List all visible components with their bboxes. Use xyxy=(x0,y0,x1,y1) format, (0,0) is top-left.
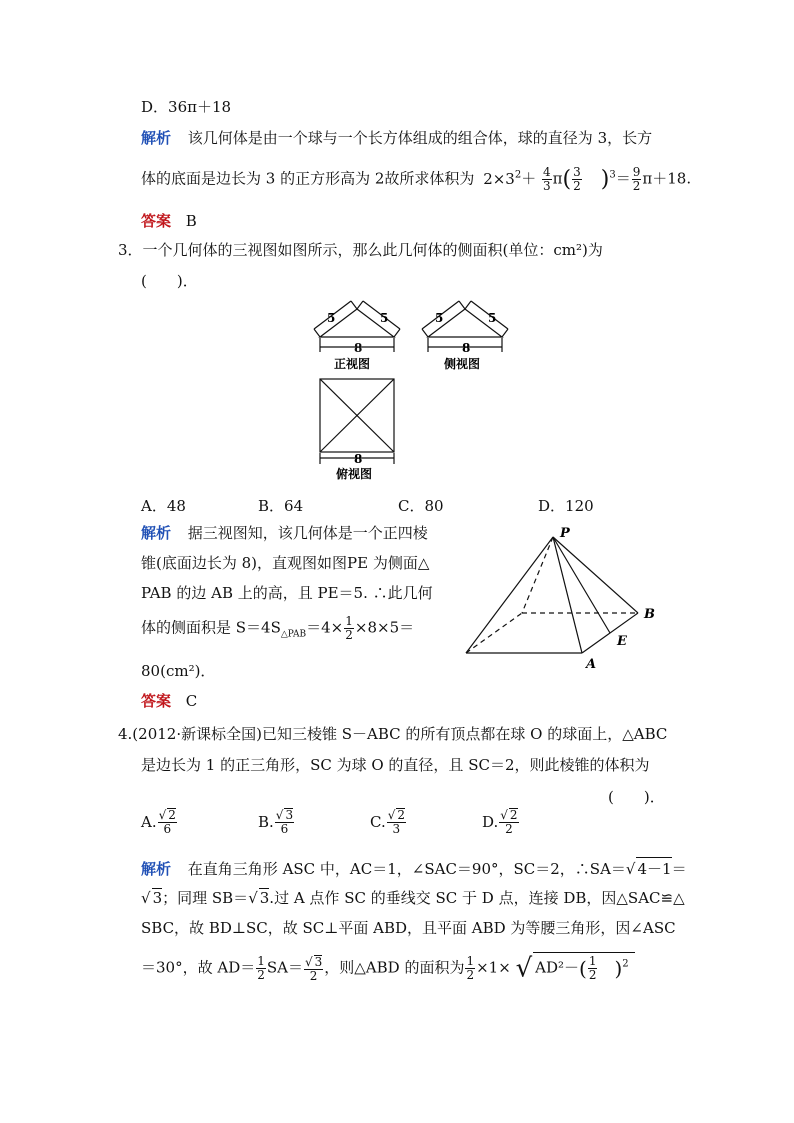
jiexi-label: 解析 xyxy=(141,524,172,542)
question-4-line-2: 是边长为 1 的正三角形，SC 为球 O 的直径，且 SC＝2，则此棱锥的体积为 xyxy=(141,756,650,774)
question-4-paren: ( )． xyxy=(608,788,665,806)
side-view-label: 侧视图 xyxy=(444,357,481,371)
edge-pe xyxy=(553,537,610,633)
front-dim-right: 5 xyxy=(380,311,389,325)
question-3-line-2: ( )． xyxy=(141,272,198,290)
q4-option-c: C. $\frac{√ 2}{3}$ xyxy=(370,808,406,836)
front-view-label: 正视图 xyxy=(334,357,371,371)
edge-pa-left xyxy=(466,537,553,653)
expr: ＝ xyxy=(615,169,631,188)
edge-pb xyxy=(553,537,638,613)
solution-text: 体的底面是边长为 3 的正方形高为 2故所求体积为 xyxy=(141,169,475,188)
option-d-previous: D．36π＋18 xyxy=(141,98,232,116)
fraction: $\frac{3}{2}$ xyxy=(573,165,581,193)
jiexi-label: 解析 xyxy=(141,129,172,147)
top-dim-base: 8 xyxy=(354,452,363,466)
question-3-line-1: 3．一个几何体的三视图如图所示，那么此几何体的侧面积(单位：cm²)为 xyxy=(118,241,603,259)
edge-pa xyxy=(553,537,582,653)
q4-solution-line-4: ＝30°，故 AD＝ $\frac{1}{2}$ SA＝ $\frac{√ 3}{2}$ ，则△ABD 的面积为 $\frac{1}{2}$ ×1× √ AD²－( $\frac{1}{2}$ )$^2$ xyxy=(141,952,635,984)
jiexi-label: 解析 xyxy=(141,860,172,878)
q3-solution-line-3: PAB 的边 AB 上的高，且 PE＝5. ∴此几何 xyxy=(141,584,433,602)
q3-solution-line-4: 体的侧面积是 $S=4S_{\triangle PAB}=4\times$ $\frac{1}{2}$ ×8×5＝ xyxy=(141,614,415,642)
daan-label: 答案 xyxy=(141,692,172,710)
pi: π xyxy=(552,169,563,188)
top-view-label: 俯视图 xyxy=(336,467,373,481)
fraction: $\frac{9}{2}$ xyxy=(632,165,641,193)
q4-solution-line-3: SBC，故 BD⊥SC，故 SC⊥平面 ABD，且平面 ABD 为等腰三角形，因∠ASC xyxy=(141,919,676,937)
q4-solution-line-1: 解析 在直角三角形 ASC 中，AC＝1，∠SAC＝90°，SC＝2，∴SA＝√ 4－1＝ xyxy=(141,857,687,879)
answer-2 xyxy=(141,210,197,231)
q4-option-d: D. $\frac{√ 2}{2}$ xyxy=(482,808,518,836)
q4-solution-line-2: √ 3；同理 SB＝√ 3.过 A 点作 SC 的垂线交 SC 于 D 点，连接 DB，因△SAC≌△ xyxy=(141,889,685,907)
side-dim-left: 5 xyxy=(435,311,444,325)
q3-option-d: D．120 xyxy=(538,497,594,515)
solution-text: 据三视图知，该几何体是一个正四棱 xyxy=(187,524,428,542)
q3-solution-line-2: 锥(底面边长为 8)，直观图如图PE 为侧面△ xyxy=(141,554,430,572)
base-right xyxy=(582,613,638,653)
exp: 2 xyxy=(514,169,522,181)
expr: 2×3 xyxy=(483,169,515,188)
q3-option-b: B．64 xyxy=(258,497,304,515)
answer-3 xyxy=(141,690,197,711)
expr: π＋18. xyxy=(642,169,692,188)
exp: 3 xyxy=(609,169,616,181)
q4-option-a: A. $\frac{√ 2}{6}$ xyxy=(141,808,176,836)
label-b: B xyxy=(644,607,655,622)
daan-label: 答案 xyxy=(141,212,172,230)
fraction: $\frac{4}{3}$ xyxy=(543,165,551,193)
q3-solution-line-1 xyxy=(141,522,428,543)
answer-value: C xyxy=(185,692,198,710)
q3-option-c: C．80 xyxy=(398,497,444,515)
label-p: P xyxy=(560,526,570,541)
expr: ＋ xyxy=(521,169,537,188)
front-dim-base: 8 xyxy=(354,341,363,355)
solution-line-1 xyxy=(141,127,652,148)
solution-line-2: 体的底面是边长为 3 的正方形高为 2故所求体积为 $2\times 3^2+$ $\frac{4}{3}$ π( $\frac{3}{2}$ )$^3$＝ $\frac{9}{2}$ π＋18. xyxy=(141,165,692,193)
three-view-figure xyxy=(300,292,530,487)
answer-value: B xyxy=(185,212,197,230)
front-dim-left: 5 xyxy=(327,311,336,325)
base-left-hidden xyxy=(466,613,522,653)
q3-option-a: A．48 xyxy=(141,497,186,515)
pyramid-figure xyxy=(460,525,660,673)
label-e: E xyxy=(617,634,627,649)
label-a: A xyxy=(586,657,597,672)
q3-solution-line-5: 80(cm²)． xyxy=(141,662,216,680)
side-dim-right: 5 xyxy=(488,311,497,325)
question-4-line-1: 4.(2012·新课标全国)已知三棱锥 S－ABC 的所有顶点都在球 O 的球面上，△ABC xyxy=(118,725,668,743)
solution-text: 该几何体是由一个球与一个长方体组成的组合体，球的直径为 3，长方 xyxy=(187,129,653,147)
q4-option-b: B. $\frac{√ 3}{6}$ xyxy=(258,808,294,836)
side-dim-base: 8 xyxy=(462,341,471,355)
edge-hidden xyxy=(522,537,553,613)
